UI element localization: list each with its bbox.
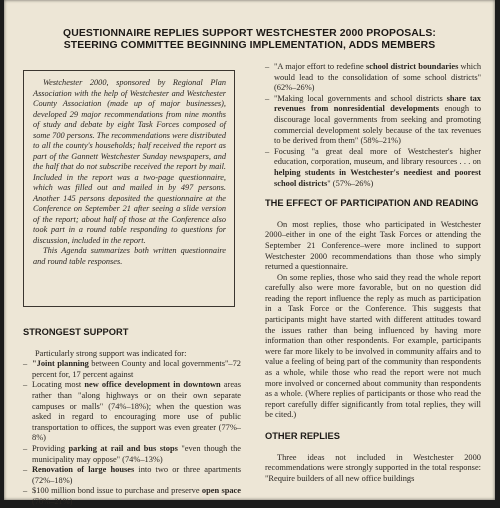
headline-line-1: QUESTIONNAIRE REPLIES SUPPORT WESTCHESTER 2000 PROPOSALS: xyxy=(63,28,436,39)
intro-summary-paragraph: This Agenda summarizes both written questionnaire and round table responses. xyxy=(33,246,226,266)
intro-box xyxy=(23,70,235,307)
section-heading-strongest-support: STRONGEST SUPPORT xyxy=(23,327,129,337)
effect-paragraph-2: On some replies, those who said they read the whole report carefully also were more favorable, but on no question did reading the report influence the reply as much as participation in a Task Force or the Conference. This suggests that participants might have started with different attitudes toward the issues rather than being influenced by having more information than other respondents. For example, participants were far more likely to be involved in community affairs and to value a feeling of being part of the community than respondents as a whole, while those who read the report were not much more involved or concerned about community than respondents as a whole. (Where replies of participants or those who read the report carefully differ significantly from total replies, they will be cited.) xyxy=(265,272,481,420)
list-item: – "Making local governments and school districts share tax revenues from nonresidential developments enough to discourage local governments from seeking and promoting commercial development solely because of the tax revenues to be derived from them" (58%–21%) xyxy=(265,94,481,147)
list-item: – "Joint planning between County and local governments"–72 percent for, 17 percent against xyxy=(23,359,241,380)
headline-line-2: STEERING COMMITTEE BEGINNING IMPLEMENTATION, ADDS MEMBERS xyxy=(63,40,436,51)
strongest-lead: Particularly strong support was indicated for: xyxy=(35,348,187,358)
right-column xyxy=(265,62,481,484)
strongest-support-list xyxy=(23,359,241,507)
list-item: – $100 million bond issue to purchase and preserve open space (70%–21%) xyxy=(23,486,241,507)
list-item: – Providing parking at rail and bus stops "even though the municipality may oppose" (74%–13%) xyxy=(23,444,241,465)
section-heading-other-replies: OTHER REPLIES xyxy=(265,431,340,441)
section-heading-effect: THE EFFECT OF PARTICIPATION AND READING xyxy=(265,198,479,209)
list-item: – Renovation of large houses into two or three apartments (72%–18%) xyxy=(23,465,241,486)
effect-paragraph-1: On most replies, those who participated in Westchester 2000–either in one of the eight Task Forces or attending the September 21 Conference–were more inclined to support Westchester 2000 recommendations than those who simply returned a questionnaire. xyxy=(265,219,481,272)
list-item: – Locating most new office development in downtown areas rather than "along highways or on their own separate campuses or malls" (74%–18%); when the question was asked in regard to encouraging more use of public transportation to offices, the support was even greater (77%–8%) xyxy=(23,380,241,444)
left-column xyxy=(23,327,241,508)
document-page xyxy=(4,0,495,506)
list-item: – Focusing "a great deal more of Westchester's higher education, corporation, museum, and library resources . . . on helping students in Westchester's neediest and poorest school districts" (57%–26%) xyxy=(265,147,481,189)
continued-support-list xyxy=(265,62,481,189)
list-item: – "A major effort to redefine school district boundaries which would lead to the consolidation of some school districts" (62%–26%) xyxy=(265,62,481,94)
other-replies-paragraph: Three ideas not included in Westchester 2000 recommendations were strongly supported in the total response: "Require builders of all new office buildings xyxy=(265,452,481,483)
intro-paragraph: Westchester 2000, sponsored by Regional Plan Association with the help of Westchester and Westchester County Association (made up of major businesses), developed 29 major recommendations from nine months of study and debate by eight Task Forces composed of some 700 persons. The recommendations were distributed to all the county's households; half received the report as part of the Gannett Westchester Sunday newspapers, and the half that do not subscribe received the report by mail. Included in the report was a two-page questionnaire, which was filled out and mailed in by 497 persons. Another 145 persons deposited the questionnaire at the Conference on September 21 after seeing a slide version of the report; about half of those at the Conference also took part in a round table responding to questions for discussion, included in the report. xyxy=(33,78,226,245)
